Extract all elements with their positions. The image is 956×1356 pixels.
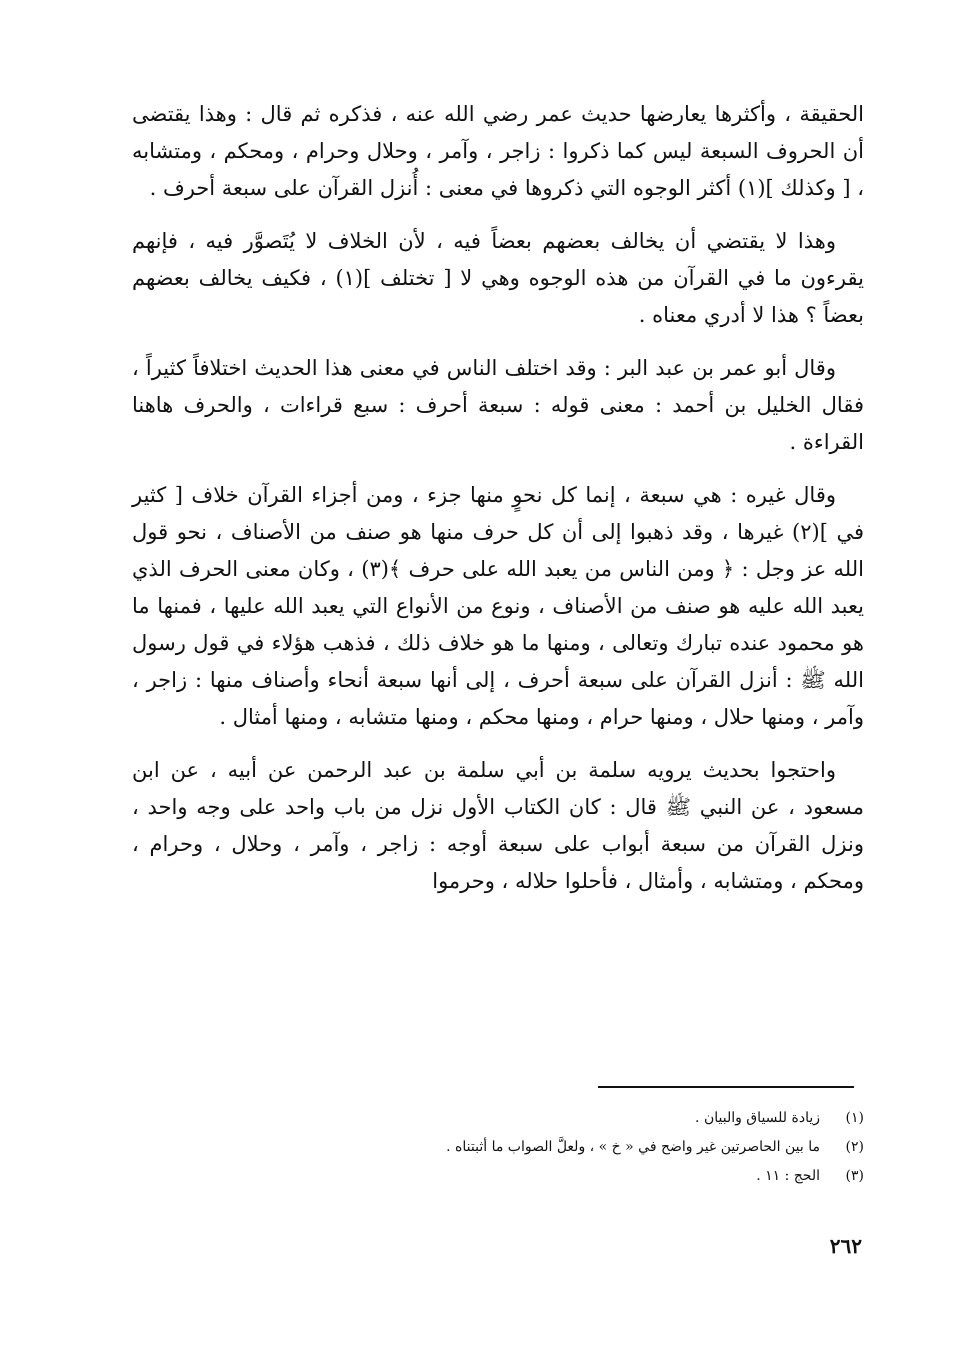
main-text	[132, 96, 864, 916]
footnote-2	[300, 1133, 864, 1162]
paragraph-1: الحقيقة ، وأكثرها يعارضها حديث عمر رضي الله عنه ، فذكره ثم قال : وهذا يقتضى أن الحروف السبعة ليس كما ذكروا : زاجر ، وآمر ، وحلال وحرام ، ومحكم ، ومتشابه ، [ وكذلك ](١) أكثر الوجوه التي ذكروها في معنى : أُنزل القرآن على سبعة أحرف .	[132, 102, 864, 200]
footnotes	[300, 1104, 864, 1191]
paragraph-5: واحتجوا بحديث يرويه سلمة بن أبي سلمة بن عبد الرحمن عن أبيه ، عن ابن مسعود ، عن النبي ﷺ قال : كان الكتاب الأول نزل من باب واحد على وجه واحد ، ونزل القرآن من سبعة أبواب على سبعة أوجه : زاجر ، وآمر ، وحلال ، وحرام ، ومحكم ، ومتشابه ، وأمثال ، فأحلوا حلاله ، وحرموا	[132, 758, 864, 893]
footnote-text: ما بين الحاصرتين غير واضح في « خ » ، ولعلَّ الصواب ما أثبتناه .	[446, 1139, 820, 1155]
footnote-number: (٢)	[845, 1139, 864, 1155]
footnote-text: الحج : ١١ .	[756, 1168, 820, 1184]
footnote-1	[300, 1104, 864, 1133]
paragraph-2: وهذا لا يقتضي أن يخالف بعضهم بعضاً فيه ، لأن الخلاف لا يُتَصوَّر فيه ، فإنهم يقرءون ما في القرآن من هذه الوجوه وهي لا [ تختلف ](١) ، فكيف يخالف بعضهم بعضاً ؟ هذا لا أدري معناه .	[132, 229, 864, 327]
footnote-divider	[598, 1086, 854, 1088]
paragraph-4: وقال غيره : هي سبعة ، إنما كل نحوٍ منها جزء ، ومن أجزاء القرآن خلاف [ كثير في ](٢) غيرها ، وقد ذهبوا إلى أن كل حرف منها هو صنف من الأصناف ، نحو قول الله عز وجل : ﴿ ومن الناس من يعبد الله على حرف ﴾(٣) ، وكان معنى الحرف الذي يعبد الله عليه هو صنف من الأصناف ، ونوع من الأنواع التي يعبد الله عليها ، فمنها ما هو محمود عنده تبارك وتعالى ، ومنها ما هو خلاف ذلك ، فذهب هؤلاء في قول رسول الله ﷺ : أنزل القرآن على سبعة أحرف ، إلى أنها سبعة أنحاء وأصناف منها : زاجر ، وآمر ، ومنها حلال ، ومنها حرام ، ومنها محكم ، ومنها متشابه ، ومنها أمثال .	[132, 483, 864, 729]
footnote-number: (١)	[845, 1110, 864, 1126]
footnote-3	[300, 1162, 864, 1191]
footnote-number: (٣)	[845, 1168, 864, 1184]
paragraph-3: وقال أبو عمر بن عبد البر : وقد اختلف الناس في معنى هذا الحديث اختلافاً كثيراً ، فقال الخليل بن أحمد : معنى قوله : سبعة أحرف : سبع قراءات ، والحرف هاهنا القراءة .	[132, 356, 864, 454]
footnote-text: زيادة للسياق والبيان .	[695, 1110, 820, 1126]
page-number: ٢٦٢	[829, 1234, 862, 1258]
